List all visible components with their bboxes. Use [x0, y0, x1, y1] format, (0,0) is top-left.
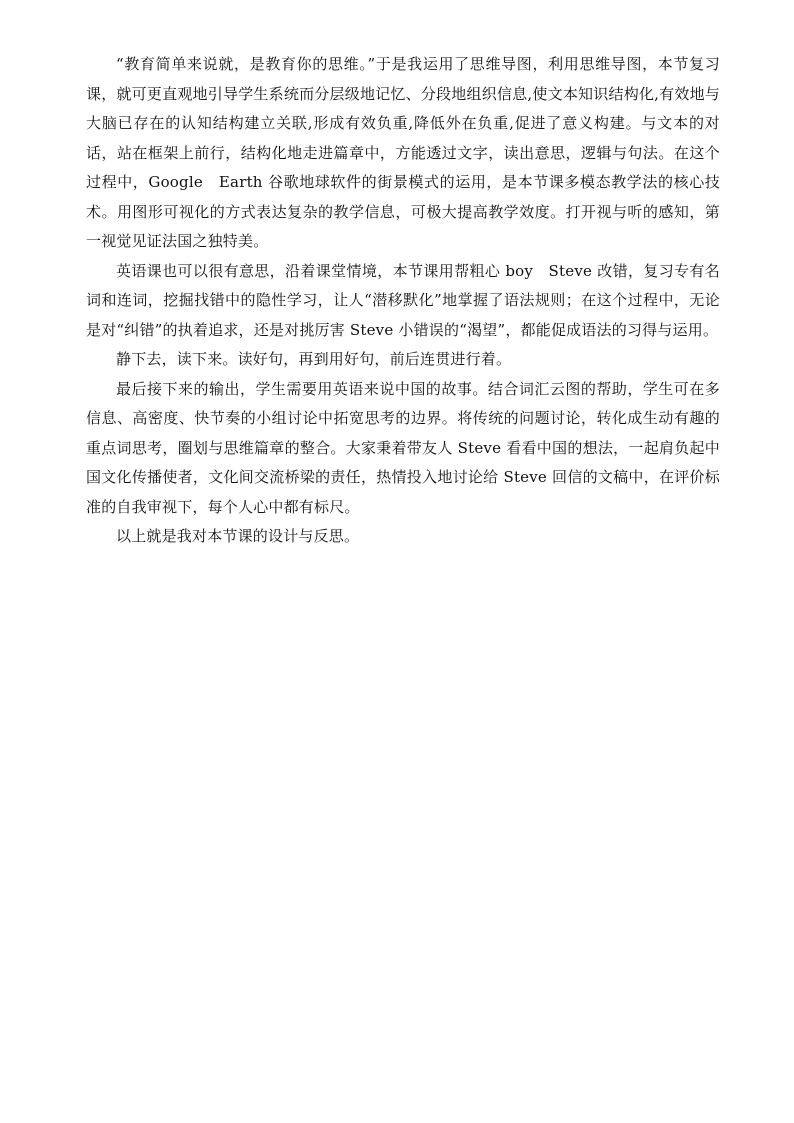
- paragraph-english-class: 英语课也可以很有意思，沿着课堂情境，本节课用帮粗心 boy Steve 改错，复习专有名词和连词，挖掘找错中的隐性学习，让人“潜移默化”地掌握了语法规则；在这个过程中，无论是对“纠错”的执着追求，还是对挑厉害 Steve 小错误的“渴望”，都能促成语法的习得与运用。: [86, 261, 720, 339]
- paragraph-output: 最后接下来的输出，学生需要用英语来说中国的故事。结合词汇云图的帮助，学生可在多信息、高密度、快节奏的小组讨论中拓宽思考的边界。将传统的问题讨论，转化成生动有趣的重点词思考，圈划与思维篇章的整合。大家秉着带友人 Steve 看看中国的想法，一起肩负起中国文化传播使者，文化间交流桥梁的责任，热情投入地讨论给 Steve 回信的文稿中，在评价标准的自我审视下，每个人心中都有标尺。: [86, 379, 720, 516]
- paragraph-reading: 静下去，读下来。读好句，再到用好句，前后连贯进行着。: [116, 350, 512, 368]
- document-page: [86, 50, 720, 552]
- paragraph-mind-map: “教育简单来说就，是教育你的思维。”于是我运用了思维导图，利用思维导图，本节复习课，就可更直观地引导学生系统而分层级地记忆、分段地组织信息,使文本知识结构化,有效地与大脑已存在的认知结构建立关联,形成有效负重,降低外在负重,促进了意义构建。与文本的对话，站在框架上前行，结构化地走进篇章中，方能透过文字，读出意思，逻辑与句法。在这个过程中，Google Earth 谷歌地球软件的街景模式的运用，是本节课多模态教学法的核心技术。用图形可视化的方式表达复杂的教学信息，可极大提高教学效度。打开视与听的感知，第一视觉见证法国之独特美。: [86, 55, 720, 250]
- paragraph-conclusion: 以上就是我对本节课的设计与反思。: [116, 527, 360, 545]
